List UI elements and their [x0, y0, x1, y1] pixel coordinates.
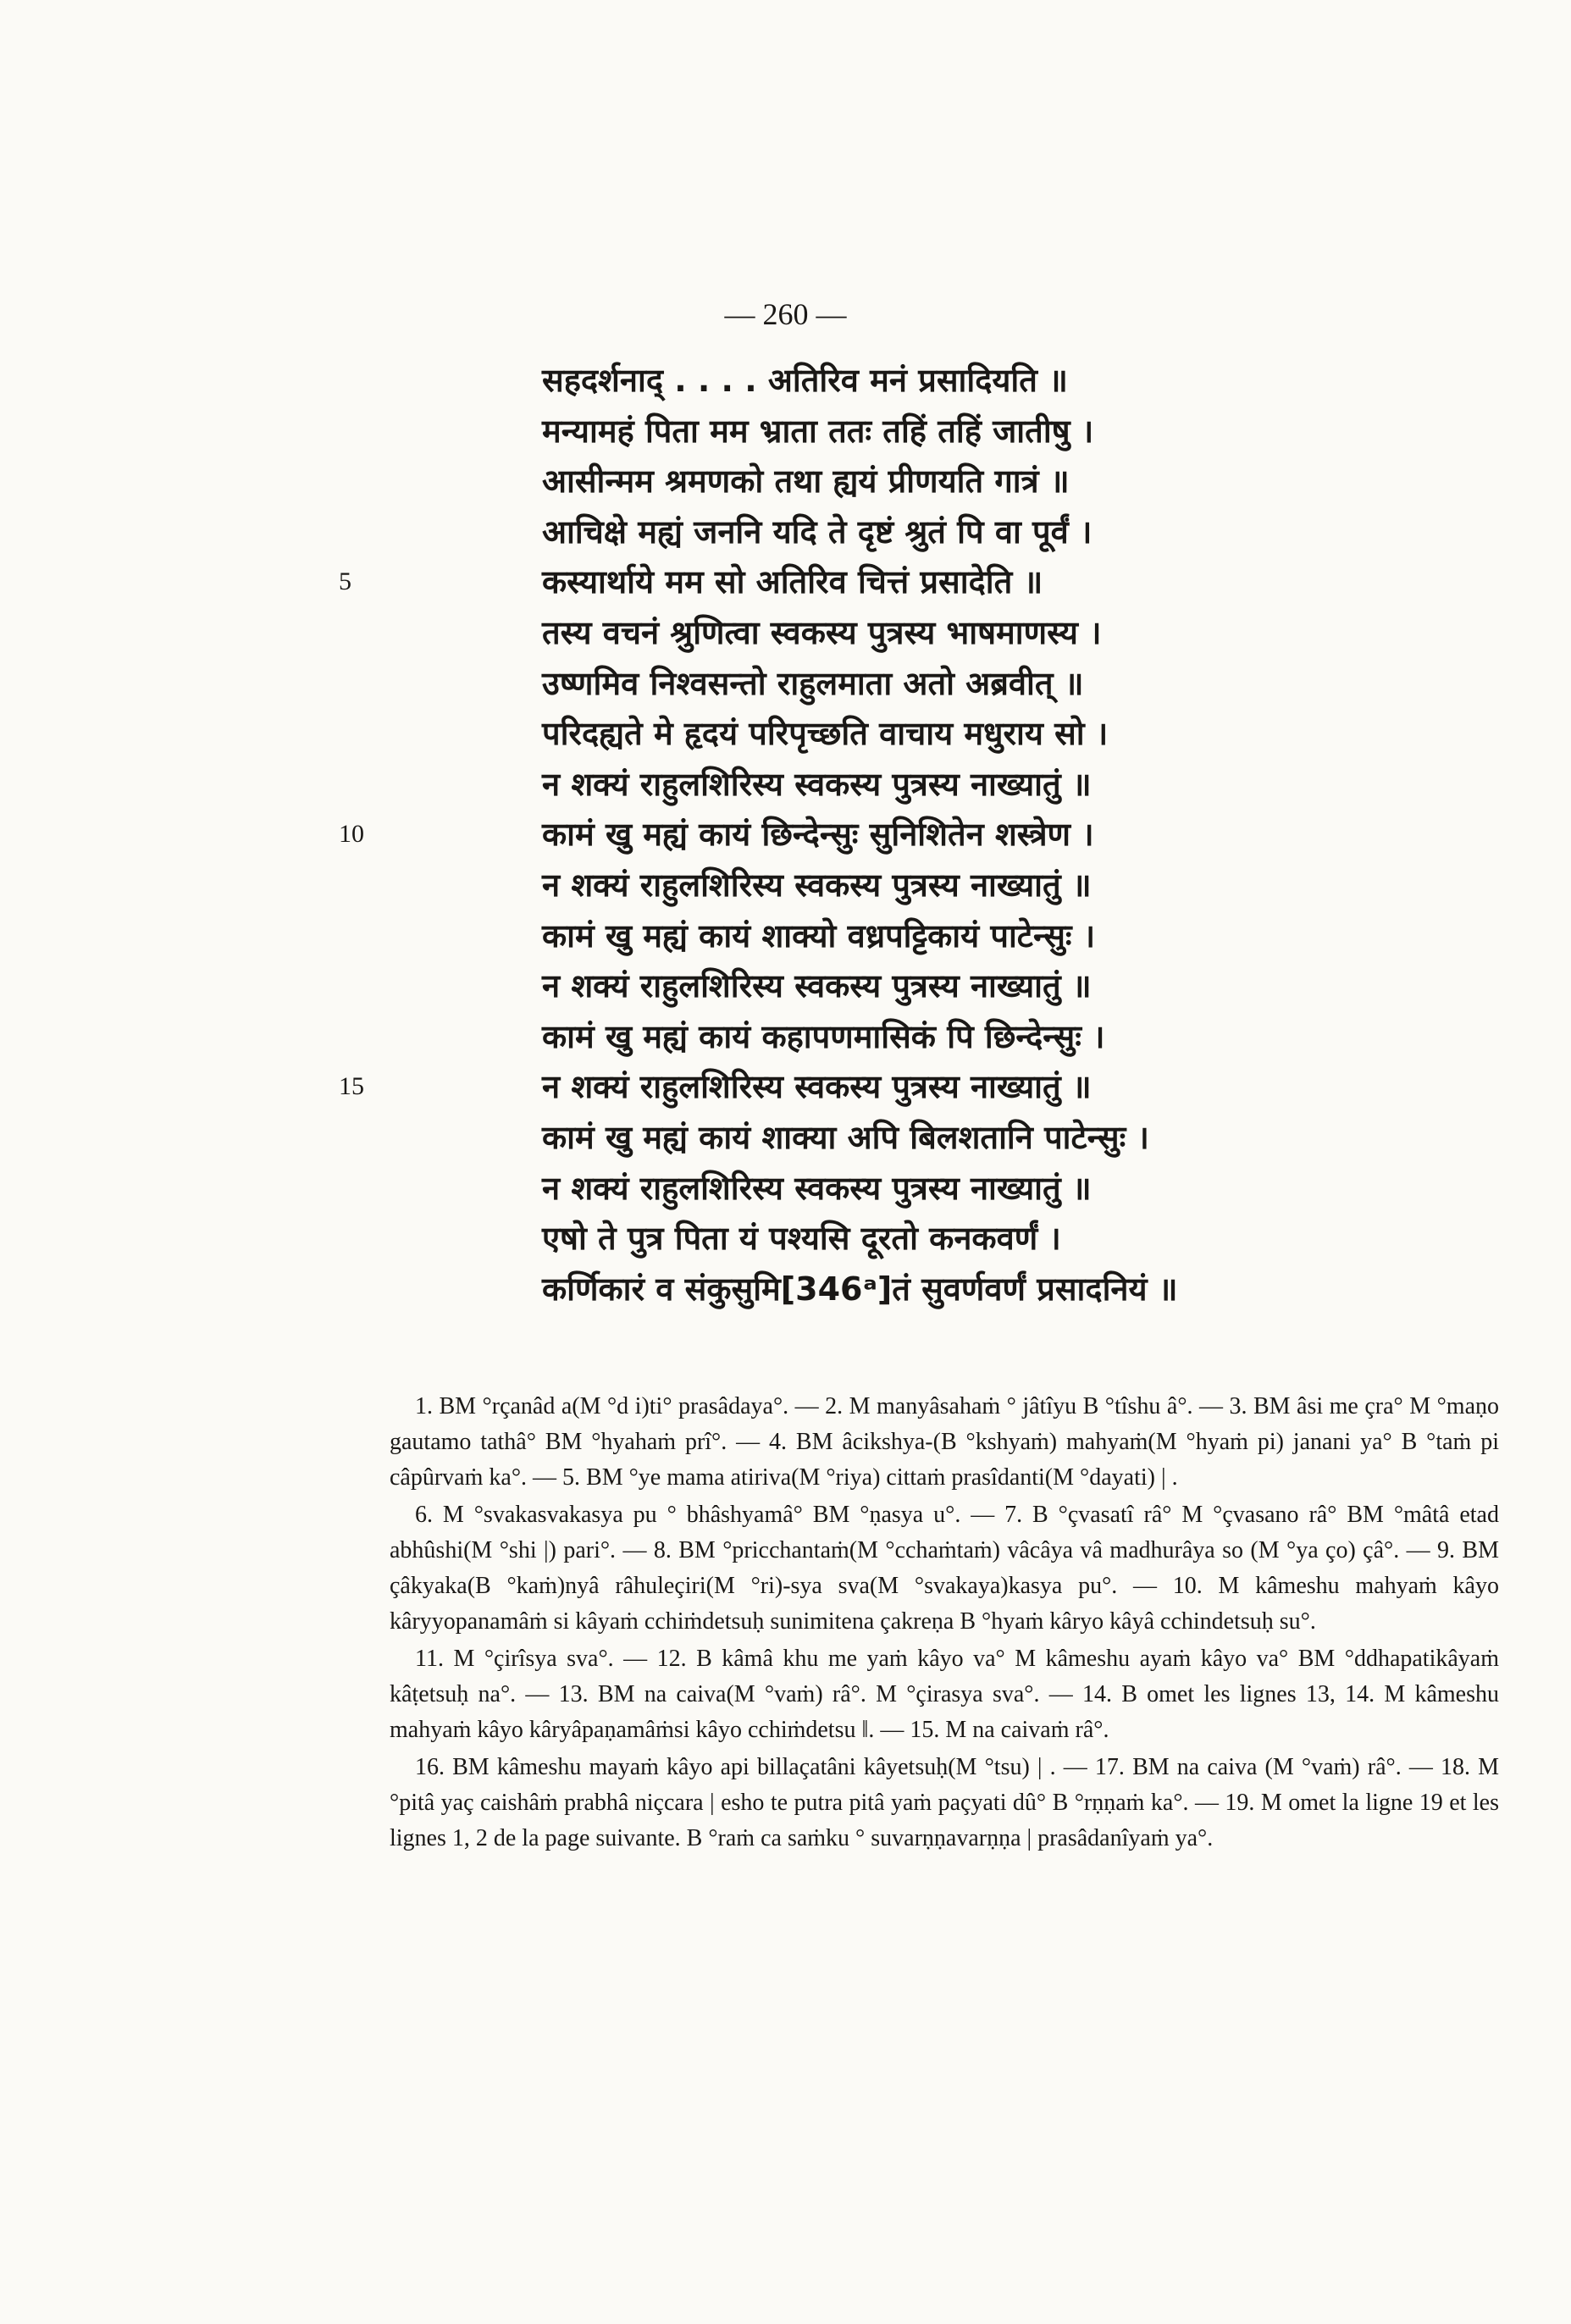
verse-line: न शक्यं राहुलशिरिस्य स्वकस्य पुत्रस्य नाख्यातुं ॥ — [542, 1169, 1092, 1207]
verse-line: आसीन्मम श्रमणको तथा ह्ययं प्रीणयति गात्रं ॥ — [542, 462, 1070, 501]
verse-line: कस्यार्थाये मम सो अतिरिव चित्तं प्रसादेति ॥ — [542, 563, 1043, 601]
verse-line: न शक्यं राहुलशिरिस्य स्वकस्य पुत्रस्य नाख्यातुं ॥ — [542, 967, 1092, 1005]
verse-line: कामं खु मह्यं कायं कहापणमासिकं पि छिन्देन्सुः । — [542, 1017, 1105, 1055]
verse-line: कर्णिकारं व संकुसुमि[346ᵃ]तं सुवर्णवर्णं प्रसादनियं ॥ — [542, 1270, 1178, 1308]
page-number: — 260 — — [724, 297, 847, 331]
line-number: 10 — [339, 820, 364, 849]
footnote-paragraph: 6. M °svakasvakasya pu ° bhâshyamâ° BM °ṇasya u°. — 7. B °çvasatî râ° M °çvasano râ° BM °mâtâ etad abhûshi(M °shi |) pari°. — 8. BM °pricchantaṁ(M °cchaṁtaṁ) vâcâya vâ madhurâya so (M °ya ço) çâ°. — 9. BM çâkyaka(B °kaṁ)nyâ râhuleçiri(M °ri)-sya sva(M °svakaya)kasya pu°. — 10. M kâmeshu mahyaṁ kâyo kâryyopanamâṁ si kâyaṁ cchiṁdetsuḥ sunimitena çakreṇa B °hyaṁ kâryo kâyâ cchindetsuḥ su°. — [390, 1502, 1499, 1635]
verse-line: कामं खु मह्यं कायं शाक्या अपि बिलशतानि पाटेन्सुः । — [542, 1118, 1149, 1156]
verse-line: मन्यामहं पिता मम भ्राता ततः तहिं तहिं जातीषु । — [542, 412, 1094, 450]
verse-line: न शक्यं राहुलशिरिस्य स्वकस्य पुत्रस्य नाख्यातुं ॥ — [542, 866, 1092, 904]
line-number: 15 — [339, 1072, 364, 1101]
verse-line: परिदह्यते मे हृदयं परिपृच्छति वाचाय मधुराय सो । — [542, 715, 1109, 753]
verse-line: तस्य वचनं श्रुणित्वा स्वकस्य पुत्रस्य भाषमाणस्य । — [542, 613, 1102, 651]
verse-line: उष्णमिव निश्वसन्तो राहुलमाता अतो अब्रवीत् ॥ — [542, 664, 1084, 702]
verse-line: सहदर्शनाद् . . . . अतिरिव मनं प्रसादियति ॥ — [542, 362, 1068, 399]
verse-line: कामं खु मह्यं कायं शाक्यो वध्रपट्टिकायं पाटेन्सुः । — [542, 916, 1096, 955]
verse-line: न शक्यं राहुलशिरिस्य स्वकस्य पुत्रस्य नाख्यातुं ॥ — [542, 1068, 1092, 1106]
verse-line: आचिक्षे मह्यं जननि यदि ते दृष्टं श्रुतं पि वा पूर्वं । — [542, 512, 1093, 551]
footnote-paragraph: 1. BM °rçanâd a(M °d i)ti° prasâdaya°. — 2. M manyâsahaṁ ° jâtîyu B °tîshu â°. — 3. BM âsi me çra° M °maṇo gautamo tathâ° BM °hyahaṁ prî°. — 4. BM âcikshya-(B °kshyaṁ) mahyaṁ(M °hyaṁ pi) janani ya° B °taṁ pi câpûrvaṁ ka°. — 5. BM °ye mama atiriva(M °riya) cittaṁ prasîdanti(M °dayati) | . — [390, 1393, 1499, 1491]
line-number: 5 — [339, 567, 351, 596]
footnotes — [390, 1389, 1499, 1856]
verse-line: कामं खु मह्यं कायं छिन्देन्सुः सुनिशितेन शस्त्रेण । — [542, 816, 1094, 854]
footnote-paragraph: 16. BM kâmeshu mayaṁ kâyo api billaçatâni kâyetsuḥ(M °tsu) | . — 17. BM na caiva (M °vaṁ) râ°. — 18. M °pitâ yaç caishâṁ prabhâ niçcara | esho te putra pitâ yaṁ paçyati dû° B °rṇṇaṁ ka°. — 19. M omet la ligne 19 et les lignes 1, 2 de la page suivante. B °raṁ ca saṁku ° suvarṇṇavarṇṇa | prasâdanîyaṁ ya°. — [390, 1754, 1499, 1851]
footnote-paragraph: 11. M °çirîsya sva°. — 12. B kâmâ khu me yaṁ kâyo va° M kâmeshu ayaṁ kâyo va° BM °ddhapatikâyaṁ kâṭetsuḥ na°. — 13. BM na caiva(M °vaṁ) râ°. M °çirasya sva°. — 14. B omet les lignes 13, 14. M kâmeshu mahyaṁ kâyo kâryâpaṇamâṁsi kâyo cchiṁdetsu ‖. — 15. M na caivaṁ râ°. — [390, 1646, 1499, 1743]
verse-line: न शक्यं राहुलशिरिस्य स्वकस्य पुत्रस्य नाख्यातुं ॥ — [542, 765, 1092, 803]
verse-block — [542, 356, 1304, 1314]
verse-line: एषो ते पुत्र पिता यं पश्यसि दूरतो कनकवर्णं । — [542, 1220, 1061, 1258]
